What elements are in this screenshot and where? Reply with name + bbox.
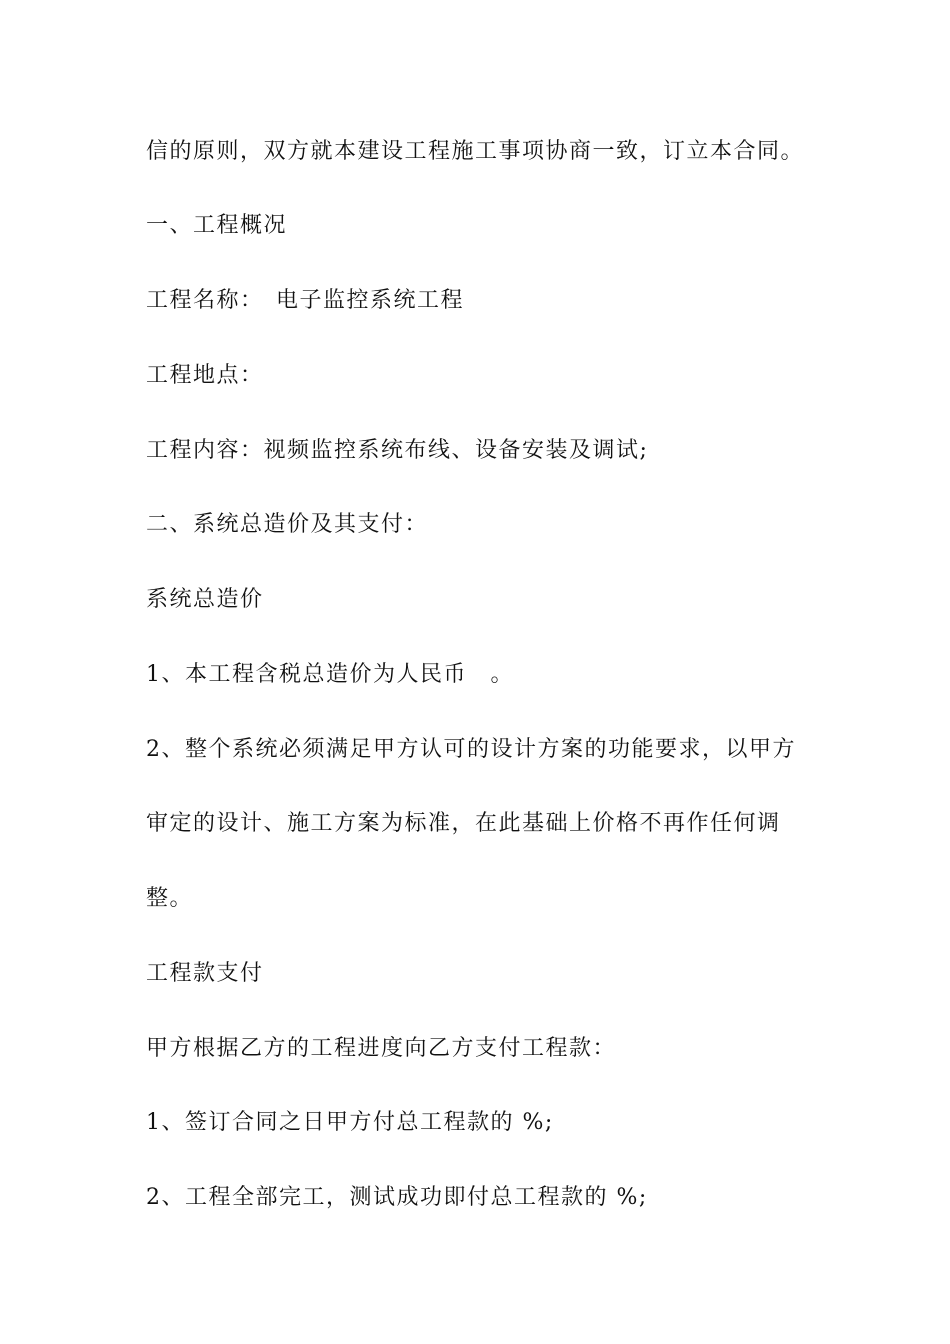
subheading-total-cost: 系统总造价 [146, 587, 264, 612]
clause-system-requirements-line-3: 整。 [146, 886, 194, 911]
project-location-line: 工程地点： [146, 363, 264, 388]
clause-system-requirements-line-2: 审定的设计、施工方案为标准，在此基础上价格不再作任何调 [146, 811, 781, 836]
paragraph-contract-principle: 信的原则，双方就本建设工程施工事项协商一致，订立本合同。 [146, 139, 805, 164]
section-heading-project-overview: 一、工程概况 [146, 213, 288, 238]
clause-total-price: 1、本工程含税总造价为人民币 。 [146, 662, 514, 687]
project-name-line: 工程名称： 电子监控系统工程 [146, 288, 465, 313]
project-content-line: 工程内容：视频监控系统布线、设备安装及调试; [146, 438, 649, 463]
payment-clause-2: 2、工程全部完工，测试成功即付总工程款的 %; [146, 1185, 648, 1210]
subheading-payment: 工程款支付 [146, 961, 264, 986]
payment-clause-1: 1、签订合同之日甲方付总工程款的 %; [146, 1110, 554, 1135]
clause-system-requirements-line-1: 2、整个系统必须满足甲方认可的设计方案的功能要求，以甲方 [146, 737, 796, 762]
section-heading-total-cost: 二、系统总造价及其支付： [146, 512, 429, 537]
payment-intro-line: 甲方根据乙方的工程进度向乙方支付工程款： [146, 1036, 617, 1061]
